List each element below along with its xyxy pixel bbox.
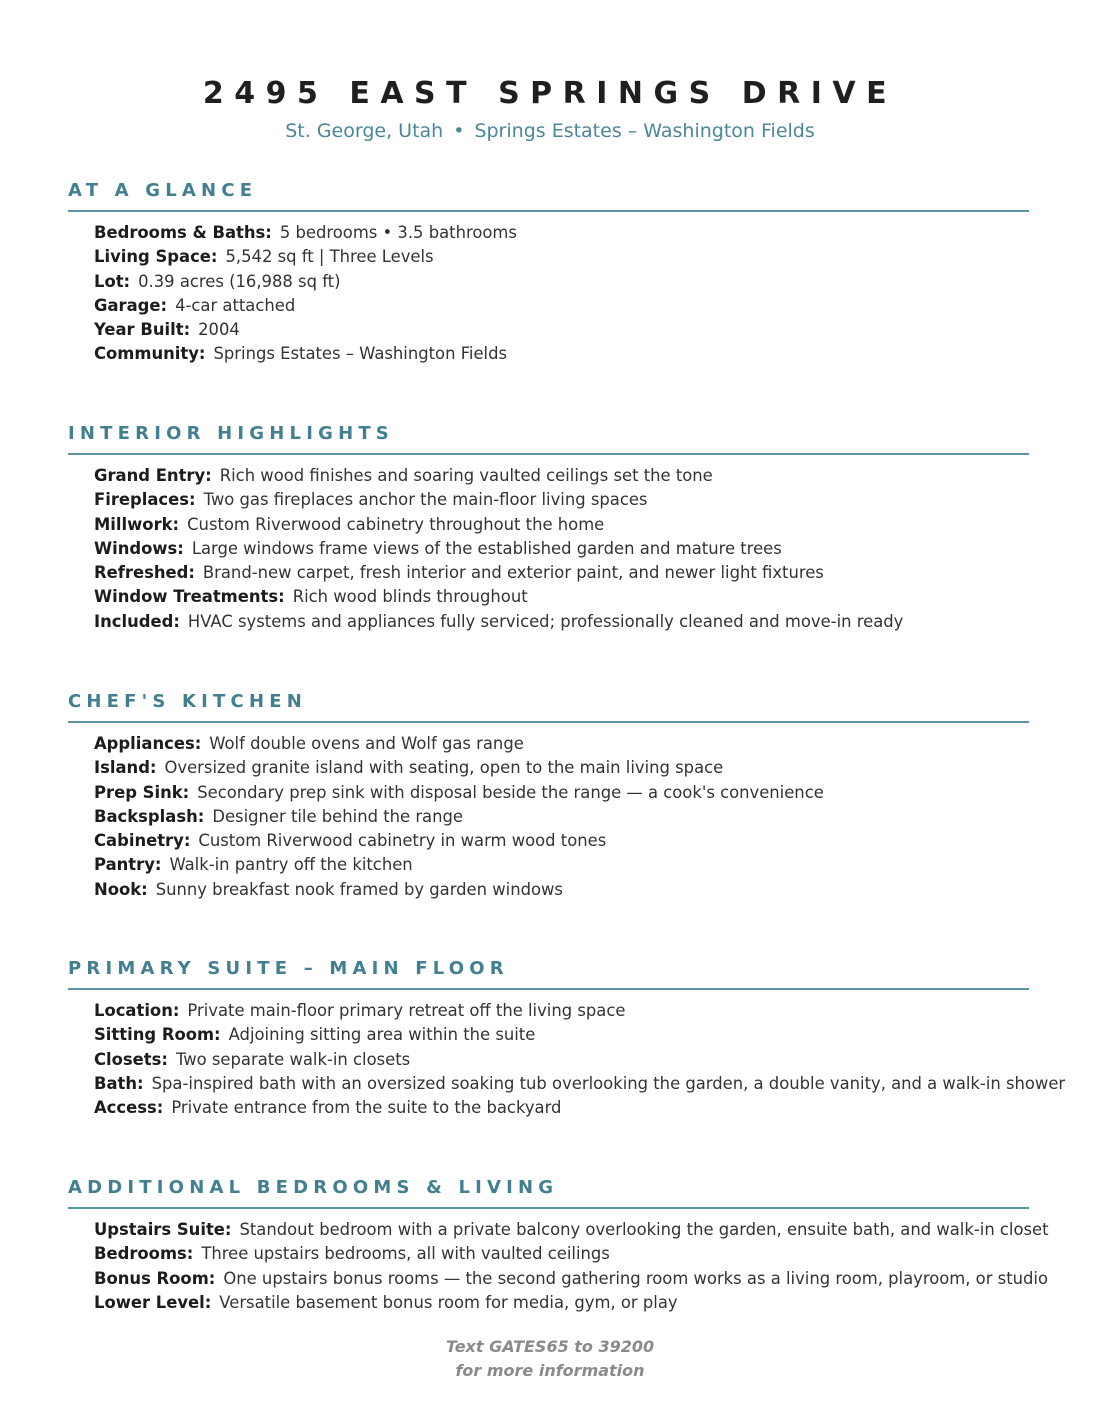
section-rows: [68, 732, 1029, 902]
row-value: Two separate walk-in closets: [175, 1049, 411, 1069]
row-label: Appliances:: [94, 734, 202, 753]
section-chefs-kitchen: [68, 690, 1029, 902]
footer-line-more-info: for more information: [455, 1361, 645, 1380]
row-value: Rich wood blinds throughout: [292, 587, 528, 607]
row-label: Access:: [94, 1098, 164, 1118]
subtitle-community: Springs Estates – Washington Fields: [474, 120, 815, 142]
row-label: Lot:: [94, 271, 131, 291]
row-value: 4-car attached: [175, 295, 296, 315]
detail-row: [94, 318, 1029, 342]
section-at-a-glance: [68, 179, 1029, 367]
row-label: Bath:: [94, 1073, 144, 1093]
row-value: Private entrance from the suite to the backyard: [171, 1098, 562, 1118]
detail-row: [94, 781, 1029, 805]
row-value: Secondary prep sink with disposal beside the range — a cook's convenience: [197, 782, 824, 802]
row-value: Adjoining sitting area within the suite: [228, 1025, 536, 1045]
row-label: Lower Level:: [94, 1292, 212, 1312]
row-label: Grand Entry:: [94, 466, 212, 485]
detail-row: [94, 464, 1029, 488]
row-value: Private main-floor primary retreat off the living space: [187, 1001, 626, 1020]
row-label: Bedrooms:: [94, 1244, 194, 1264]
row-value: 2004: [198, 320, 240, 340]
row-label: Cabinetry:: [94, 831, 191, 851]
detail-row: [94, 1023, 1029, 1047]
section-primary-suite: [68, 957, 1066, 1120]
detail-row: [94, 1072, 1066, 1096]
detail-row: [94, 853, 1029, 877]
page-title: 2495 EAST SPRINGS DRIVE: [202, 76, 898, 111]
row-label: Island:: [94, 758, 157, 778]
row-label: Fireplaces:: [94, 490, 196, 510]
row-label: Closets:: [94, 1049, 168, 1069]
row-value: Custom Riverwood cabinetry in warm wood tones: [198, 831, 607, 851]
detail-row: [94, 1242, 1029, 1266]
section-heading: CHEF'S KITCHEN: [68, 690, 1029, 723]
section-heading: INTERIOR HIGHLIGHTS: [68, 422, 1029, 455]
row-value: Large windows frame views of the established garden and mature trees: [191, 538, 782, 558]
row-value: Spa-inspired bath with an oversized soaking tub overlooking the garden, a double vanity, and a walk-in shower: [151, 1073, 1066, 1093]
detail-row: [94, 1291, 1029, 1315]
section-interior-highlights: [68, 422, 1029, 634]
row-value: Standout bedroom with a private balcony overlooking the garden, ensuite bath, and walk-in closet: [239, 1220, 1049, 1239]
row-label: Community:: [94, 344, 206, 364]
detail-row: [94, 805, 1029, 829]
detail-row: [94, 610, 1029, 634]
row-value: Designer tile behind the range: [212, 806, 463, 826]
section-rows: [68, 999, 1066, 1120]
detail-row: [94, 245, 1029, 269]
row-value: Brand-new carpet, fresh interior and exterior paint, and newer light fixtures: [202, 563, 824, 583]
row-label: Sitting Room:: [94, 1025, 221, 1045]
detail-row: [94, 756, 1029, 780]
detail-row: [94, 1218, 1049, 1242]
detail-row: [94, 829, 1029, 853]
section-heading: PRIMARY SUITE – MAIN FLOOR: [68, 957, 1029, 990]
row-label: Millwork:: [94, 514, 180, 534]
row-label: Bonus Room:: [94, 1268, 216, 1288]
row-value: Wolf double ovens and Wolf gas range: [209, 734, 524, 753]
row-value: Springs Estates – Washington Fields: [213, 344, 508, 364]
detail-row: [94, 732, 1029, 756]
detail-row: [94, 1267, 1048, 1291]
row-label: Pantry:: [94, 855, 162, 875]
section-rows: [68, 1218, 1049, 1315]
row-value: HVAC systems and appliances fully serviced; professionally cleaned and move-in ready: [187, 611, 904, 631]
row-label: Upstairs Suite:: [94, 1220, 232, 1239]
row-label: Nook:: [94, 879, 148, 899]
subtitle-separator: •: [453, 120, 465, 142]
detail-row: [94, 561, 1029, 585]
section-heading: AT A GLANCE: [68, 179, 1029, 212]
section-heading: ADDITIONAL BEDROOMS & LIVING: [68, 1176, 1029, 1209]
section-rows: [68, 221, 1029, 367]
detail-row: [94, 221, 1029, 245]
detail-row: [94, 342, 1029, 366]
row-value: Sunny breakfast nook framed by garden windows: [155, 879, 563, 899]
row-label: Living Space:: [94, 247, 218, 267]
row-label: Windows:: [94, 538, 184, 558]
detail-row: [94, 537, 1029, 561]
row-label: Location:: [94, 1001, 180, 1020]
section-rows: [68, 464, 1029, 634]
row-label: Garage:: [94, 295, 168, 315]
detail-row: [94, 513, 1029, 537]
row-value: 5 bedrooms • 3.5 bathrooms: [279, 223, 517, 242]
subtitle-city: St. George, Utah: [285, 120, 444, 142]
row-value: Oversized granite island with seating, open to the main living space: [164, 758, 724, 778]
row-value: 0.39 acres (16,988 sq ft): [138, 271, 341, 291]
detail-row: [94, 585, 1029, 609]
detail-row: [94, 878, 1029, 902]
row-label: Year Built:: [94, 320, 191, 340]
footer-cta: [0, 1335, 1100, 1383]
detail-row: [94, 999, 1029, 1023]
footer-line-text-code: Text GATES65 to 39200: [445, 1337, 655, 1356]
row-value: Rich wood finishes and soaring vaulted ceilings set the tone: [219, 466, 713, 485]
detail-row: [94, 294, 1029, 318]
row-value: Two gas fireplaces anchor the main-floor living spaces: [203, 490, 648, 510]
row-label: Prep Sink:: [94, 782, 190, 802]
detail-row: [94, 1096, 1029, 1120]
row-value: One upstairs bonus rooms — the second gathering room works as a living room, playroom, or studio: [223, 1268, 1048, 1288]
row-value: Walk-in pantry off the kitchen: [169, 855, 413, 875]
row-label: Refreshed:: [94, 563, 195, 583]
page-subtitle: [0, 118, 1100, 144]
row-label: Window Treatments:: [94, 587, 285, 607]
row-label: Bedrooms & Baths:: [94, 223, 272, 242]
section-additional-bedrooms: [68, 1176, 1049, 1315]
row-value: 5,542 sq ft | Three Levels: [225, 247, 434, 267]
row-value: Custom Riverwood cabinetry throughout the home: [187, 514, 605, 534]
row-label: Backsplash:: [94, 806, 205, 826]
detail-row: [94, 1048, 1029, 1072]
detail-row: [94, 270, 1029, 294]
detail-row: [94, 488, 1029, 512]
row-value: Versatile basement bonus room for media, gym, or play: [219, 1292, 678, 1312]
row-label: Included:: [94, 611, 180, 631]
row-value: Three upstairs bedrooms, all with vaulted ceilings: [201, 1244, 610, 1264]
